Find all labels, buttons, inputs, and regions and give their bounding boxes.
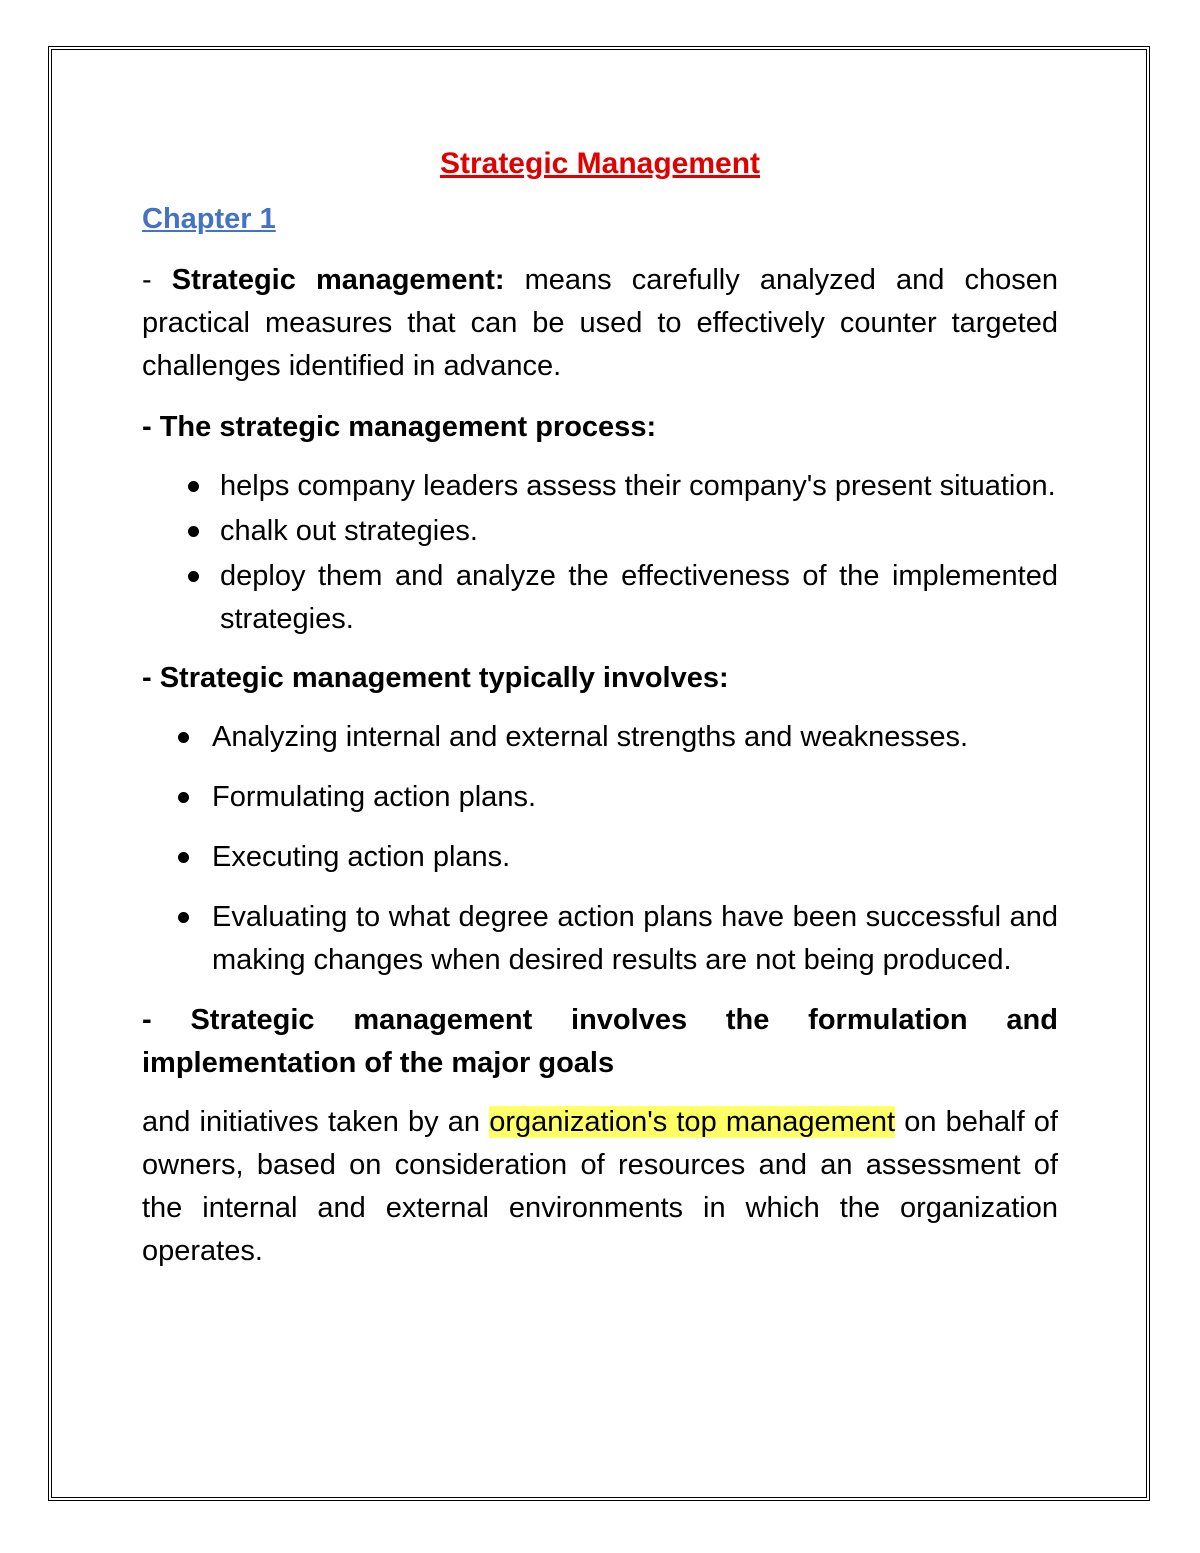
bullet-icon bbox=[178, 852, 189, 863]
process-list bbox=[142, 465, 1058, 641]
highlighted-text: organization's top management bbox=[489, 1106, 896, 1138]
list-item bbox=[142, 776, 1058, 819]
formulation-text-before: and initiatives taken by an bbox=[142, 1106, 490, 1138]
bullet-icon bbox=[178, 792, 189, 803]
list-item-text: Formulating action plans. bbox=[212, 781, 536, 813]
involves-heading: - Strategic management typically involves: bbox=[142, 662, 729, 694]
involves-list bbox=[142, 716, 1058, 982]
definition-dash: - bbox=[142, 264, 172, 296]
formulation-text-after: on behalf of owners, based on consideration of resources and an assessment of the internal and external environments in which the organization operates. bbox=[142, 1106, 1058, 1267]
bullet-icon bbox=[188, 481, 199, 492]
list-item bbox=[142, 555, 1058, 641]
list-item bbox=[142, 896, 1058, 982]
process-heading: - The strategic management process: bbox=[142, 411, 657, 443]
list-item-text: Analyzing internal and external strengths and weaknesses. bbox=[212, 721, 969, 753]
list-item bbox=[142, 716, 1058, 759]
document-content bbox=[142, 142, 1058, 1291]
formulation-paragraph bbox=[142, 1101, 1058, 1273]
list-item-text: chalk out strategies. bbox=[220, 515, 478, 547]
bullet-icon bbox=[188, 526, 199, 537]
list-item bbox=[142, 465, 1058, 508]
chapter-heading: Chapter 1 bbox=[142, 203, 276, 235]
list-item-text: helps company leaders assess their company's present situation. bbox=[220, 470, 1056, 502]
definition-term: Strategic management: bbox=[171, 264, 505, 296]
definition-text: means carefully analyzed and chosen practical measures that can be used to effectively counter targeted challenges identified in advance. bbox=[142, 264, 1059, 382]
list-item-text: deploy them and analyze the effectiveness of the implemented strategies. bbox=[220, 560, 1058, 635]
definition-paragraph bbox=[142, 259, 1058, 388]
list-item-text: Evaluating to what degree action plans have been successful and making changes when desired results are not being produced. bbox=[212, 901, 1058, 976]
list-item bbox=[142, 836, 1058, 879]
list-item-text: Executing action plans. bbox=[212, 841, 511, 873]
bullet-icon bbox=[178, 732, 189, 743]
bullet-icon bbox=[178, 912, 189, 923]
list-item bbox=[142, 510, 1058, 553]
bullet-icon bbox=[188, 571, 199, 582]
formulation-heading: - Strategic management involves the formulation and implementation of the major goals bbox=[142, 1004, 1058, 1079]
document-title: Strategic Management bbox=[439, 147, 761, 180]
